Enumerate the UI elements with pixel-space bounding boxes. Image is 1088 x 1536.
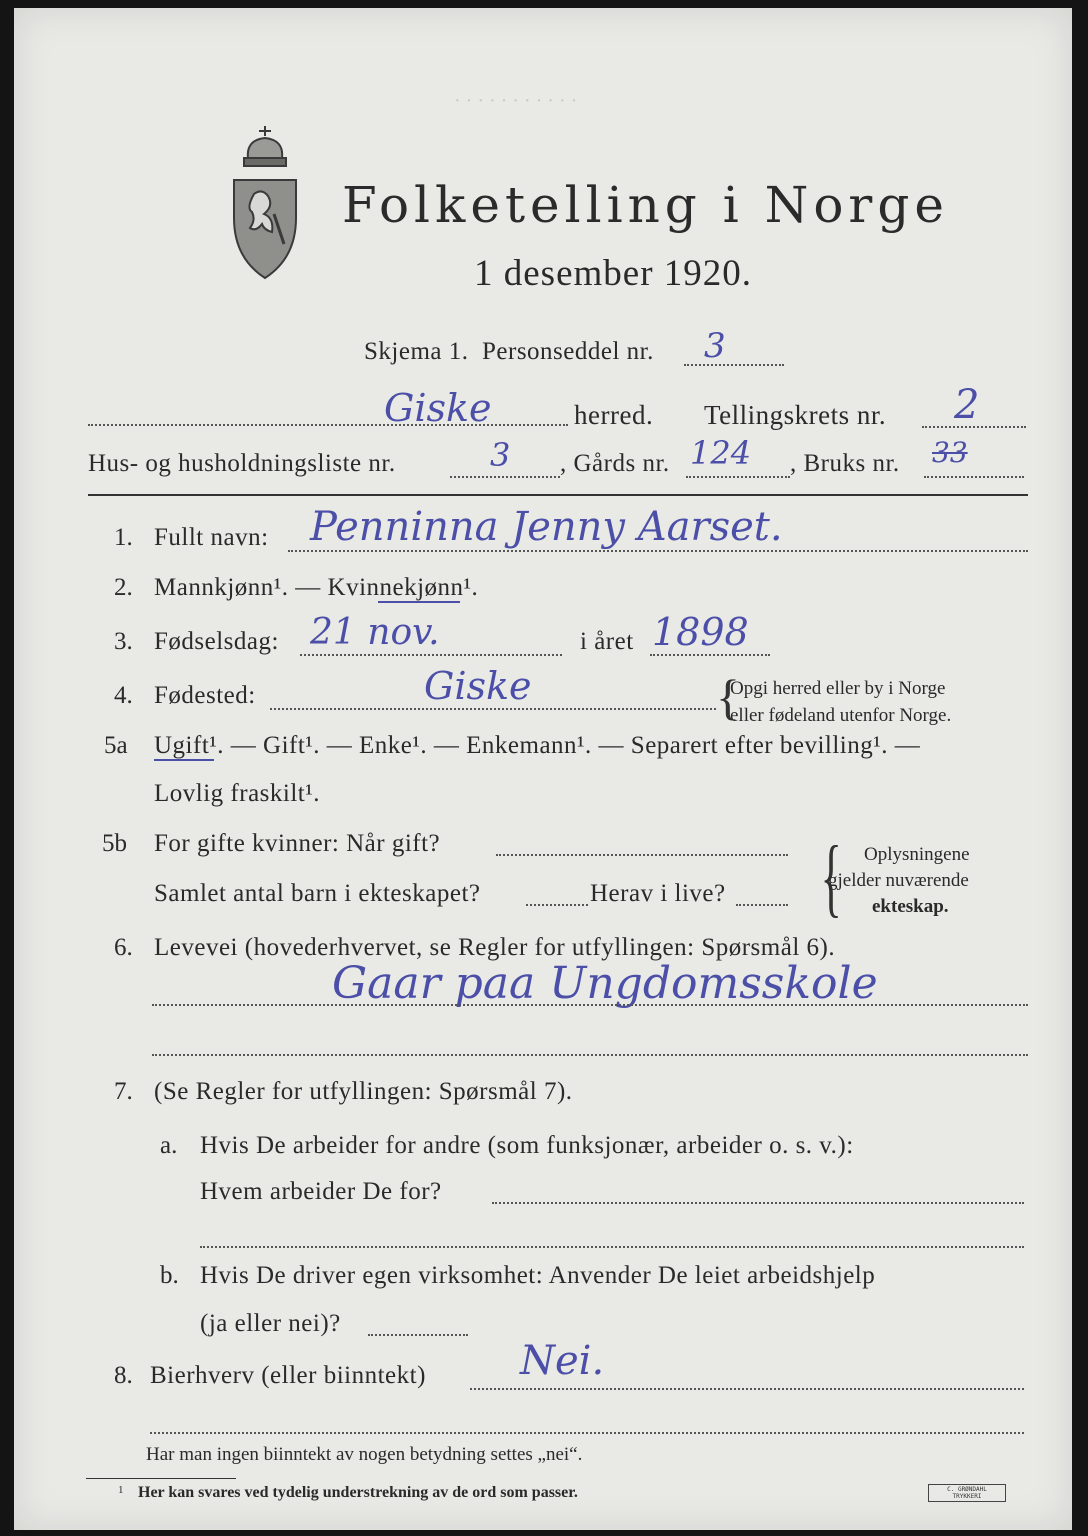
bruks-value[interactable]: 33: [932, 436, 968, 469]
herred-label: herred.: [574, 400, 654, 430]
q4-number: 4.: [114, 682, 133, 709]
q5b-note-line3: ekteskap.: [872, 896, 949, 917]
herred-value[interactable]: Giske: [384, 386, 492, 430]
norwegian-coat-of-arms-icon: [226, 122, 304, 282]
gards-value[interactable]: 124: [690, 434, 752, 472]
q3-year-dotline: [650, 654, 770, 656]
q7-number: 7.: [114, 1078, 133, 1105]
q8-number: 8.: [114, 1362, 133, 1389]
q5b-number: 5b: [102, 830, 127, 857]
q1-dotline: [288, 550, 1028, 552]
q5a-label: Ugift¹. — Gift¹. — Enke¹. — Enkemann¹. — Separert efter bevilling¹. —: [154, 732, 921, 759]
personseddel-value[interactable]: 3: [704, 326, 726, 366]
q2-label: Mannkjønn¹. — Kvinnekjønn¹.: [154, 574, 479, 601]
q5b-alive-dotline: [736, 904, 788, 906]
q6-dotline-1: [152, 1004, 1028, 1006]
q3-day-dotline: [300, 654, 562, 656]
birth-day-value[interactable]: 21 nov.: [310, 612, 440, 653]
printer-stamp: C. GRØNDAHL TRYKKERI: [928, 1484, 1006, 1502]
kvinnekjonn-underline: [378, 601, 460, 603]
q1-number: 1.: [114, 524, 133, 551]
tellingskrets-label: Tellingskrets nr.: [704, 400, 887, 430]
q5b-label-line3: Herav i live?: [590, 880, 726, 907]
q7b-label-line2: (ja eller nei)?: [200, 1310, 341, 1337]
birth-year-value[interactable]: 1898: [652, 610, 749, 654]
q7a-dotline-2: [200, 1246, 1024, 1248]
footer-note: Har man ingen biinntekt av nogen betydning settes „nei“.: [146, 1444, 583, 1465]
q5a-label-line2: Lovlig fraskilt¹.: [154, 780, 320, 807]
bleed-through-text: · · · · · · · · · · ·: [454, 90, 578, 112]
gards-label: , Gårds nr.: [560, 450, 670, 477]
census-form-page: [14, 8, 1072, 1530]
gards-dotline: [686, 476, 790, 478]
q7b-dotline: [368, 1334, 468, 1336]
bruks-dotline: [924, 476, 1024, 478]
q5a-number: 5a: [104, 732, 128, 759]
personseddel-label: Personseddel nr.: [482, 338, 654, 365]
q2-number: 2.: [114, 574, 133, 601]
q4-note-line1: Opgi herred eller by i Norge: [730, 678, 946, 699]
q4-brace: {: [716, 669, 740, 725]
tellingskrets-value[interactable]: 2: [954, 382, 980, 428]
header-separator: [88, 494, 1028, 496]
q7a-label-line2: Hvem arbeider De for?: [200, 1178, 442, 1205]
birthplace-value[interactable]: Giske: [424, 664, 532, 708]
q8-label: Bierhverv (eller biinntekt): [150, 1362, 426, 1389]
herred-dotline: [88, 424, 568, 426]
q4-note-line2: eller fødeland utenfor Norge.: [730, 705, 952, 726]
census-date: 1 desember 1920.: [474, 253, 753, 294]
q6-number: 6.: [114, 934, 133, 961]
q5b-children-dotline: [526, 904, 588, 906]
q5b-note-line1: Oplysningene: [864, 844, 970, 865]
q5b-label-line2: Samlet antal barn i ekteskapet?: [154, 880, 481, 907]
personseddel-dotline: [684, 364, 784, 366]
q3-label: Fødselsdag:: [154, 628, 279, 655]
q5b-brace: {: [820, 829, 842, 926]
q7a-label: Hvis De arbeider for andre (som funksjonær, arbeider o. s. v.):: [200, 1132, 854, 1159]
q7-label: (Se Regler for utfyllingen: Spørsmål 7).: [154, 1078, 573, 1105]
full-name-value[interactable]: Penninna Jenny Aarset.: [310, 504, 783, 550]
bruks-label: , Bruks nr.: [790, 450, 900, 477]
q4-label: Fødested:: [154, 682, 256, 709]
q3-number: 3.: [114, 628, 133, 655]
side-income-value[interactable]: Nei.: [520, 1338, 605, 1384]
schema-label: Skjema 1.: [364, 338, 469, 365]
footnote-rule: [86, 1478, 236, 1479]
occupation-value[interactable]: Gaar paa Ungdomsskole: [332, 958, 878, 1009]
q6-label: Levevei (hovederhvervet, se Regler for utfyllingen: Spørsmål 6).: [154, 934, 836, 961]
q5b-note-line2: gjelder nuværende: [828, 870, 969, 891]
hus-dotline: [450, 476, 560, 478]
q4-dotline: [270, 708, 716, 710]
q1-label: Fullt navn:: [154, 524, 269, 551]
q8-dotline: [470, 1388, 1024, 1390]
q5b-married-dotline: [496, 854, 788, 856]
q7b-label: Hvis De driver egen virksomhet: Anvender De leiet arbeidshjelp: [200, 1262, 876, 1289]
footnote-mark: 1: [118, 1484, 124, 1496]
form-title: Folketelling i Norge: [342, 176, 949, 234]
q8-dotline-2: [150, 1432, 1024, 1434]
ugift-underline: [154, 759, 214, 761]
q3-year-label: i året: [580, 628, 634, 655]
q7b-letter: b.: [160, 1262, 179, 1289]
hus-value[interactable]: 3: [490, 436, 511, 474]
q7a-dotline-1: [492, 1202, 1024, 1204]
footnote-text: Her kan svares ved tydelig understrekning av de ord som passer.: [138, 1484, 578, 1501]
hus-label: Hus- og husholdningsliste nr.: [88, 450, 396, 477]
q7a-letter: a.: [160, 1132, 178, 1159]
q6-dotline-2: [152, 1054, 1028, 1056]
q5b-label: For gifte kvinner: Når gift?: [154, 830, 441, 857]
